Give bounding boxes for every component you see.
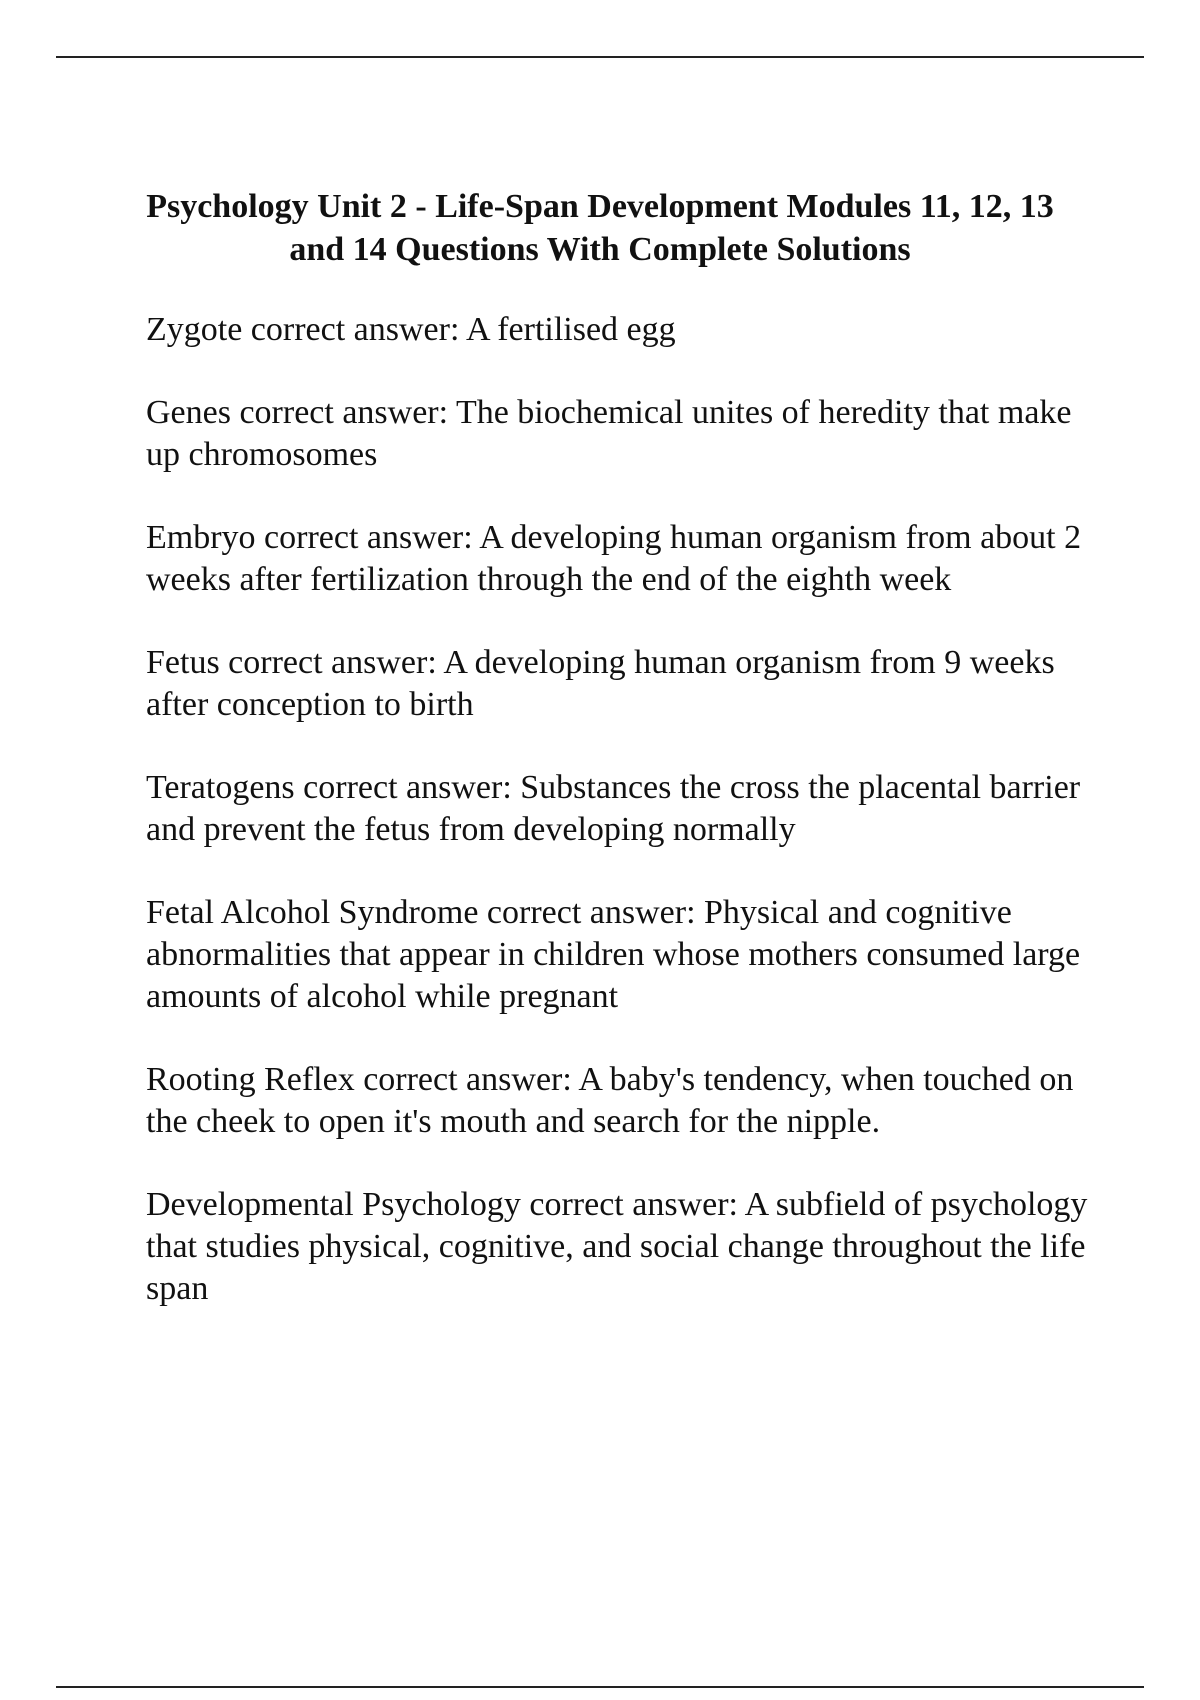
top-rule — [56, 56, 1144, 58]
qa-item-embryo: Embryo correct answer: A developing human organism from about 2 weeks after fertilization through the end of the eighth week — [146, 519, 1082, 598]
qa-item-fetal-alcohol-syndrome: Fetal Alcohol Syndrome correct answer: Physical and cognitive abnormalities that appear in children whose mothers consumed large amounts of alcohol while pregnant — [146, 894, 1081, 1015]
qa-item-genes: Genes correct answer: The biochemical unites of heredity that make up chromosomes — [146, 394, 1072, 473]
document-title: Psychology Unit 2 - Life-Span Development Modules 11, 12, 13 and 14 Questions With Complete Solutions — [146, 188, 1054, 268]
qa-item-zygote: Zygote correct answer: A fertilised egg — [146, 311, 676, 348]
qa-list — [146, 309, 1106, 1310]
qa-item-fetus: Fetus correct answer: A developing human organism from 9 weeks after conception to birth — [146, 644, 1055, 723]
qa-item-teratogens: Teratogens correct answer: Substances the cross the placental barrier and prevent the fetus from developing normally — [146, 769, 1081, 848]
bottom-rule — [56, 1686, 1144, 1688]
qa-item-rooting-reflex: Rooting Reflex correct answer: A baby's tendency, when touched on the cheek to open it's mouth and search for the nipple. — [146, 1061, 1074, 1140]
qa-item-developmental-psychology: Developmental Psychology correct answer: A subfield of psychology that studies physical, cognitive, and social change throughout the life span — [146, 1186, 1088, 1307]
